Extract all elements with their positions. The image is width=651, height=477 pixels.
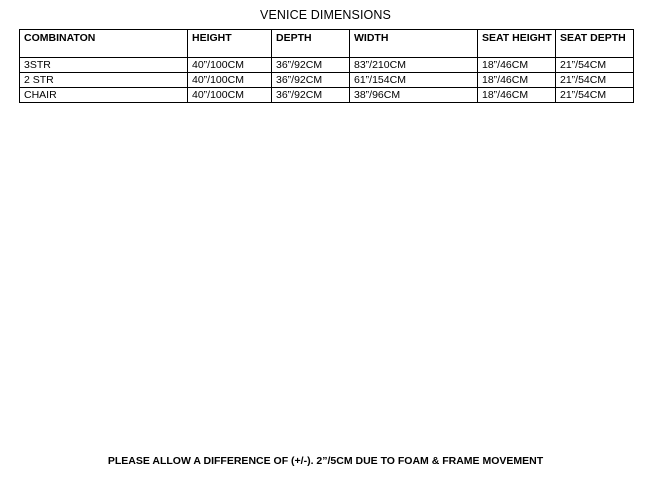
header-cell-seat-height: SEAT HEIGHT <box>478 30 556 58</box>
table-cell: 40”/100CM <box>188 88 272 103</box>
header-cell-combination: COMBINATON <box>20 30 188 58</box>
table-cell: 83”/210CM <box>350 58 478 73</box>
table-cell: 3STR <box>20 58 188 73</box>
table-cell: 40”/100CM <box>188 58 272 73</box>
table-cell: 38”/96CM <box>350 88 478 103</box>
header-cell-seat-depth: SEAT DEPTH <box>556 30 634 58</box>
header-cell-height: HEIGHT <box>188 30 272 58</box>
table-header-row <box>20 30 634 58</box>
header-cell-width: WIDTH <box>350 30 478 58</box>
table-cell: 18”/46CM <box>478 58 556 73</box>
table-cell: 36”/92CM <box>272 88 350 103</box>
table-cell: 18”/46CM <box>478 73 556 88</box>
table-cell: 21”/54CM <box>556 58 634 73</box>
table-cell: 21”/54CM <box>556 88 634 103</box>
table-cell: 40”/100CM <box>188 73 272 88</box>
table-cell: 21”/54CM <box>556 73 634 88</box>
table-cell: CHAIR <box>20 88 188 103</box>
table-row <box>20 58 634 73</box>
tolerance-note: PLEASE ALLOW A DIFFERENCE OF (+/-). 2”/5CM DUE TO FOAM & FRAME MOVEMENT <box>107 455 544 467</box>
dimensions-table <box>19 29 634 103</box>
table-cell: 36”/92CM <box>272 58 350 73</box>
table-cell: 18”/46CM <box>478 88 556 103</box>
document-title: VENICE DIMENSIONS <box>260 8 391 22</box>
table-row <box>20 88 634 103</box>
table-cell: 61”/154CM <box>350 73 478 88</box>
header-cell-depth: DEPTH <box>272 30 350 58</box>
table-cell: 2 STR <box>20 73 188 88</box>
table-cell: 36”/92CM <box>272 73 350 88</box>
table-row <box>20 73 634 88</box>
